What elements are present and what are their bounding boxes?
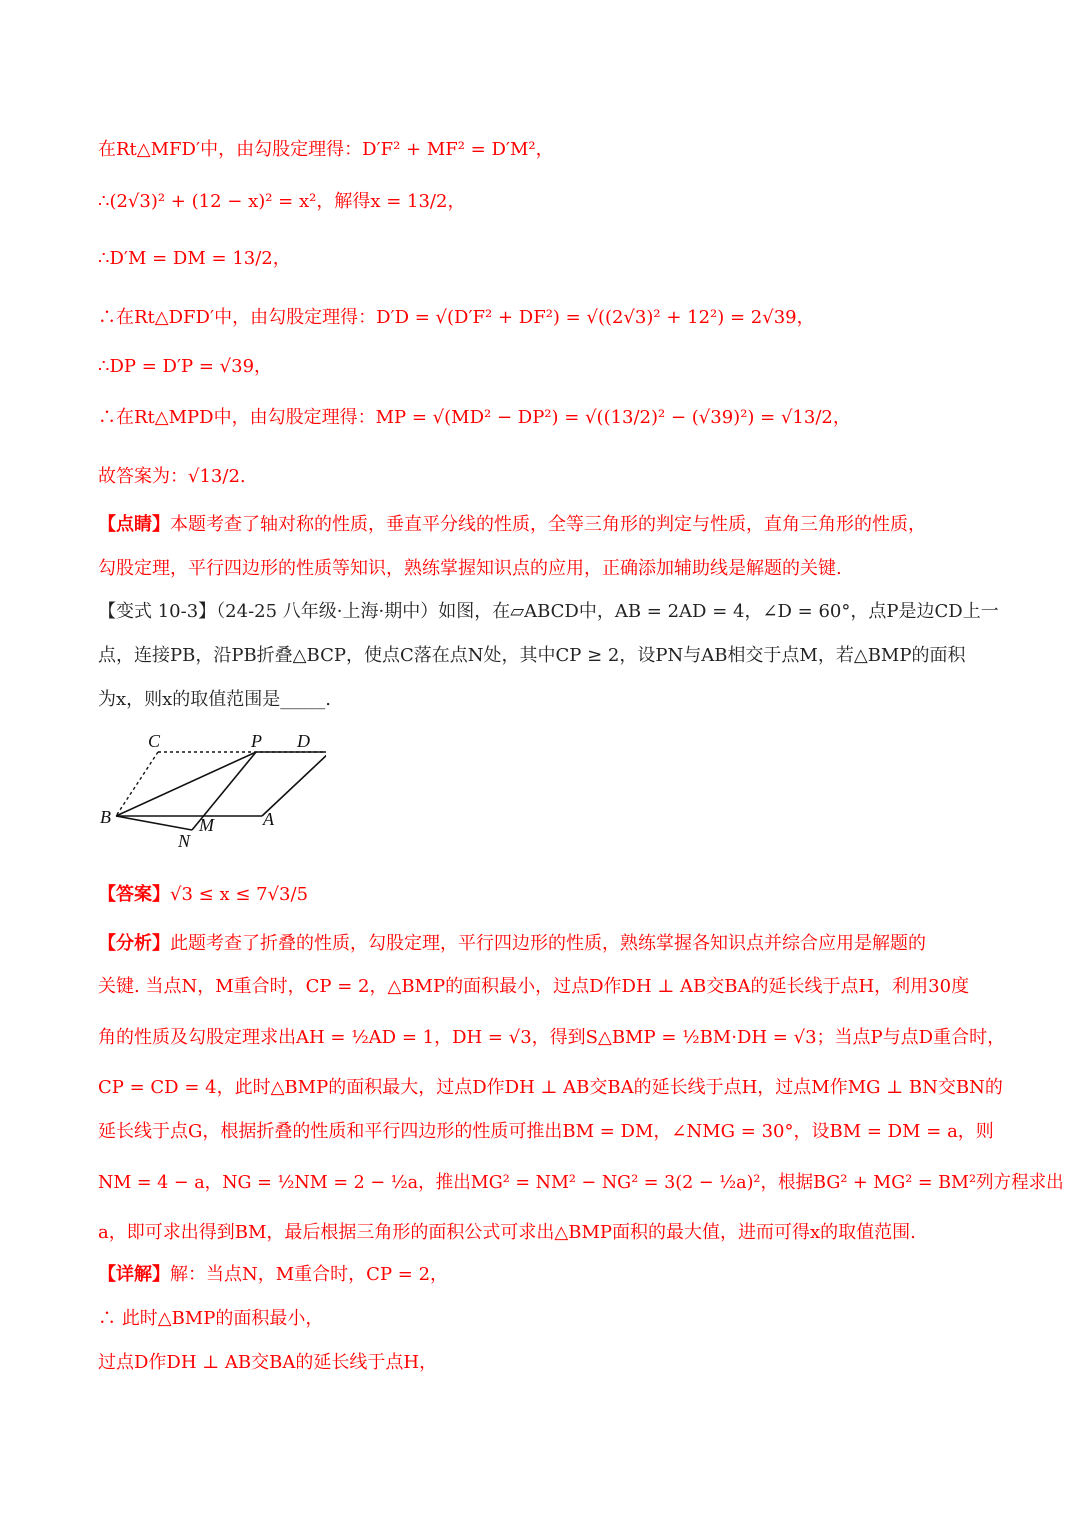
problem-text-1: （24-25 八年级·上海·期中）如图，在▱ABCD中，AB = 2AD = 4，∠D = 60°，点P是边CD上一	[216, 601, 999, 622]
comment-text-1: 本题考查了轴对称的性质，垂直平分线的性质，全等三角形的判定与性质，直角三角形的性质，	[170, 514, 926, 535]
analysis-line-6: NM = 4 − a，NG = ½NM = 2 − ½a，推出MG² = NM² − NG² = 3(2 − ½a)²，根据BG² + MG² = BM²列方程求出	[98, 1172, 1064, 1193]
analysis-line-3: 角的性质及勾股定理求出AH = ½AD = 1，DH = √3，得到S△BMP = ½BM·DH = √3；当点P与点D重合时，	[98, 1027, 1006, 1048]
comment-label: 【点睛】	[98, 514, 170, 535]
analysis-label: 【分析】	[98, 933, 170, 954]
detail-label: 【详解】	[98, 1264, 170, 1285]
detail-line-3: 过点D作DH ⊥ AB交BA的延长线于点H，	[98, 1352, 438, 1373]
solution-line-2: ∴(2√3)² + (12 − x)² = x²，解得x = 13/2，	[98, 191, 466, 212]
comment-line-2: 勾股定理，平行四边形的性质等知识，熟练掌握知识点的应用，正确添加辅助线是解题的关键.	[98, 558, 842, 579]
analysis-line-5: 延长线于点G，根据折叠的性质和平行四边形的性质可推出BM = DM，∠NMG = 30°，设BM = DM = a，则	[98, 1121, 994, 1142]
edge-da	[262, 752, 326, 816]
solution-line-6: ∴在Rt△MPD中，由勾股定理得：MP = √(MD² − DP²) = √((13/2)² − (√39)²) = √13/2，	[98, 407, 851, 428]
solution-line-1: 在Rt△MFD′中，由勾股定理得：D′F² + MF² = D′M²，	[98, 139, 554, 160]
edge-bn	[116, 816, 192, 830]
solution-line-4: ∴在Rt△DFD′中，由勾股定理得：D′D = √(D′F² + DF²) = √((2√3)² + 12²) = 2√39，	[98, 307, 815, 328]
parallelogram-figure	[96, 728, 326, 853]
analysis-line-4: CP = CD = 4，此时△BMP的面积最大，过点D作DH ⊥ AB交BA的延长线于点H，过点M作MG ⊥ BN交BN的	[98, 1077, 1003, 1098]
solution-line-5: ∴DP = D′P = √39，	[98, 356, 273, 377]
label-a: A	[263, 809, 274, 829]
label-m: M	[199, 815, 214, 835]
detail-text-1: 解：当点N，M重合时，CP = 2，	[170, 1264, 449, 1285]
detail-line-1	[98, 1262, 448, 1288]
analysis-line-7: a，即可求出得到BM，最后根据三角形的面积公式可求出△BMP面积的最大值，进而可得x的取值范围.	[98, 1222, 916, 1243]
label-n: N	[178, 831, 191, 851]
solution-line-7: 故答案为：√13/2.	[98, 466, 246, 487]
problem-line-3: 为x，则x的取值范围是_____.	[98, 689, 332, 710]
answer-line	[98, 882, 308, 908]
detail-line-2: ∴ 此时△BMP的面积最小，	[98, 1308, 324, 1329]
label-b: B	[100, 807, 111, 827]
analysis-line-2: 关键. 当点N，M重合时，CP = 2，△BMP的面积最小，过点D作DH ⊥ AB交BA的延长线于点H，利用30度	[98, 976, 970, 997]
label-d: D	[297, 731, 310, 751]
problem-line-1	[98, 599, 999, 625]
analysis-text-1: 此题考查了折叠的性质，勾股定理，平行四边形的性质，熟练掌握各知识点并综合应用是解题的	[170, 933, 926, 954]
comment-line-1	[98, 512, 926, 538]
analysis-line-1	[98, 931, 926, 957]
answer-text: √3 ≤ x ≤ 7√3/5	[170, 884, 309, 905]
label-p: P	[251, 731, 262, 751]
problem-label: 【变式 10-3】	[98, 601, 217, 622]
answer-label: 【答案】	[98, 884, 170, 905]
label-c: C	[148, 731, 161, 751]
problem-line-2: 点，连接PB，沿PB折叠△BCP，使点C落在点N处，其中CP ≥ 2，设PN与AB相交于点M，若△BMP的面积	[98, 645, 966, 666]
solution-line-3: ∴D′M = DM = 13/2，	[98, 248, 291, 269]
